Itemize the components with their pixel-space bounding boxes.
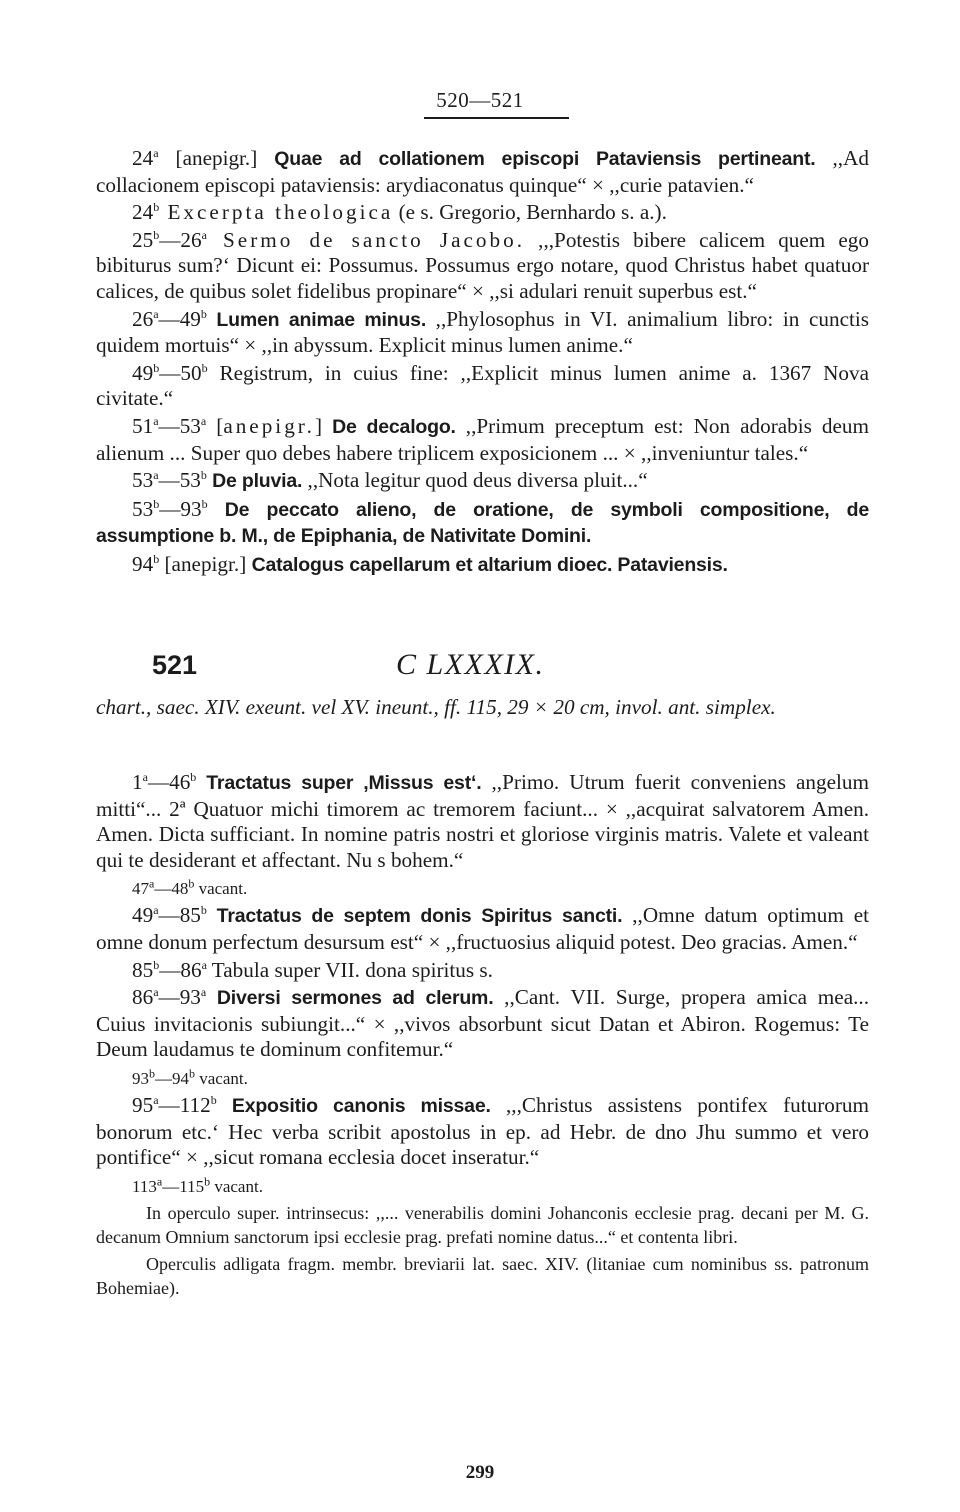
entry (96, 903, 869, 955)
folio-end: —46 (147, 770, 191, 794)
folio-ref (132, 1174, 211, 1196)
folio-start: 24 (132, 200, 154, 225)
folio-end: —49 (158, 306, 201, 331)
entry-title: Expositio canonis missae. (216, 1094, 491, 1117)
folio-side: b (153, 551, 160, 566)
folio-start: 94 (132, 551, 154, 576)
folio-start: 26 (132, 306, 154, 331)
folio-start: 53 (132, 496, 154, 521)
entry-text: ,,Phylosophus in VI. animalium libro: in cunctis quidem mortuis“ × ,,in abyssum. Explicit minus lumen anime.“ (96, 306, 869, 358)
folio-end: —85 (158, 903, 201, 928)
folio-start: 95 (132, 1092, 154, 1117)
entry-title: Lumen animae minus. (206, 308, 427, 331)
folio-side: a (153, 306, 159, 321)
folio-ref (132, 770, 196, 794)
entry (96, 200, 869, 226)
folio-ref (132, 903, 207, 927)
folio-ref (132, 200, 159, 224)
folio-ref (132, 228, 207, 252)
running-head: 520—521 (436, 88, 524, 112)
codex-signature: C LXXXIX. (396, 648, 545, 681)
folio-side: b (153, 227, 160, 242)
entry-title: Catalogus capellarum et altarium dioec. Pataviensis. (251, 553, 728, 576)
folio-side: b (189, 1066, 195, 1081)
folio-start: 1 (132, 770, 143, 794)
folio-start: 25 (132, 227, 154, 252)
entry-text: ,,Omne datum optimum et omne donum perfectum desursum est“ × ,,fructuosius aliquid potest. Deo gracias. Amen.“ (96, 903, 869, 954)
folio-ref (132, 958, 207, 982)
folio-end: —48 (154, 879, 189, 899)
folio-side: a (156, 1174, 163, 1189)
head-rule (424, 117, 569, 119)
entry-text: ,,Ad collacionem episcopi pataviensis: arydiaconatus quinque“ × ,,curie patavien.“ (96, 146, 869, 197)
entry-text: Tabula super VII. dona spiritus s. (206, 957, 493, 982)
folio-side: b (188, 876, 195, 891)
folio-start: 93 (132, 1068, 149, 1088)
folio-side: b (200, 306, 207, 321)
folio-side: a (153, 413, 159, 428)
folio-side: b (153, 496, 160, 511)
folio-side: b (201, 360, 208, 375)
bracket-note: [ (206, 413, 224, 438)
folio-ref (132, 468, 207, 492)
folio-ref (132, 307, 207, 331)
folio-ref (132, 552, 159, 576)
folio-side: a (153, 903, 159, 918)
folio-start: 49 (132, 360, 154, 385)
folio-ref (132, 876, 195, 899)
entry-text: vacant. (194, 879, 248, 899)
entry (96, 228, 869, 305)
folio-start: 113 (132, 1176, 157, 1196)
entry (96, 552, 869, 579)
entry (96, 307, 869, 359)
bracket-note: [anepigr.] (159, 551, 252, 576)
entry-text: ,,Primo. Utrum fuerit conveniens angelum mitti“... 2ª Quatuor michi timorem ac tremorem faciunt... × ,,acquirat salvatorem Amen. Amen. Dicta sufficiant. In nomine patris nostri et gloriose virginis matris. Valete et valeant qui te desiderant et affectant. Nu s bohem.“ (96, 770, 869, 872)
folio-side: a (153, 985, 159, 1000)
codex-description: chart., saec. XIV. exeunt. vel XV. ineunt., ff. 115, 29 × 20 cm, invol. ant. simplex. (96, 695, 776, 719)
entry-text: ,,Cant. VII. Surge, propera amica mea... Cuius invitacionis subiungit...“ × ,,vivos absorbunt sicut Datan et Abiron. Rogemus: Te Deum laudamus te dominum confitemur.“ (96, 985, 869, 1062)
entry-title: Tractatus de septem donis Spiritus sancti. (206, 905, 623, 928)
spaced-title: Excerpta theologica (159, 200, 394, 225)
folio-ref (132, 1093, 217, 1117)
entry (96, 1067, 869, 1091)
folio-start: 47 (132, 879, 149, 899)
folio-side: b (200, 468, 207, 483)
folio-side: b (153, 360, 160, 375)
note-cover: In operculo super. intrinsecus: ,,... venerabilis domini Johanconis ecclesie prag. decani per M. G. decanum Omnium sanctorum ipsi ecclesie prag. prefati nomine datus...“ et contenta libri. (96, 1202, 869, 1248)
entry-title: Tractatus super ,Missus est‘. (196, 772, 482, 794)
entry-title: Quae ad collationem episcopi Pataviensis pertineant. (274, 148, 816, 170)
spaced-title: Sermo de sancto Jacobo. (206, 227, 526, 252)
folio-start: 24 (132, 146, 154, 170)
folio-ref (132, 985, 206, 1009)
entry (96, 877, 869, 901)
folio-side: a (153, 145, 159, 160)
entry-title: De decalogo. (332, 415, 456, 438)
entry (96, 414, 869, 466)
entry (96, 985, 869, 1063)
folio-side: a (149, 876, 155, 891)
folio-start: 53 (132, 468, 154, 493)
entry-title: De peccato alieno, de oratione, de symboli compositione, de assumptione b. M., de Epiphania, de Nativitate Domini. (96, 498, 869, 548)
folio-end: —115 (162, 1176, 205, 1196)
folio-ref (132, 1066, 195, 1088)
folio-ref (132, 497, 208, 521)
entry-text: (e s. Gregorio, Bernhardo s. a.). (393, 200, 667, 225)
bracket-note: [anepigr.] (158, 146, 275, 170)
entry-text: ,,Primum preceptum est: Non adorabis deum alienum ... Super quo debes habere triplicem exposicionem ... × ,,inveniuntur tales.“ (96, 413, 869, 465)
entry-text: vacant. (210, 1176, 263, 1196)
folio-ref (132, 361, 208, 385)
folio-start: 85 (132, 957, 154, 982)
folio-end: —94 (155, 1068, 189, 1088)
folio-side: a (200, 413, 207, 428)
folio-side: b (153, 200, 160, 215)
folio-side: b (190, 769, 197, 784)
folio-side: b (204, 1174, 211, 1189)
folio-side: a (201, 957, 207, 972)
entry-title: Diversi sermones ad clerum. (206, 987, 494, 1010)
folio-side: b (153, 957, 160, 972)
entry (96, 770, 869, 873)
entry (96, 468, 869, 495)
folio-side: b (200, 903, 207, 918)
codex-heading (96, 650, 869, 690)
folio-end: —86 (159, 957, 202, 982)
folio-ref (132, 146, 159, 170)
folio-end: —93 (159, 496, 202, 521)
entries-list (96, 770, 869, 1199)
codex-number: 521 (152, 650, 198, 680)
folio-side: a (142, 769, 148, 784)
folio-side: a (153, 1092, 159, 1107)
folio-end: —112 (158, 1092, 211, 1117)
folio-side: a (201, 227, 207, 242)
folio-side: b (210, 1092, 217, 1107)
folio-end: —53 (158, 413, 201, 438)
note-fragment: Operculis adligata fragm. membr. breviarii lat. saec. XIV. (litaniae cum nominibus ss. patronum Bohemiae). (96, 1253, 869, 1299)
entry (96, 146, 869, 198)
folio-end: —53 (158, 468, 201, 493)
entry (96, 958, 869, 984)
bracket-close: ] (314, 413, 333, 438)
folio-start: 51 (132, 413, 154, 438)
entry-title: De pluvia. (206, 470, 303, 493)
entry-text: ,,Nota legitur quod deus diversa pluit...“ (302, 468, 648, 493)
folio-end: —26 (159, 227, 202, 252)
entry (96, 1175, 869, 1199)
entry (96, 497, 869, 550)
entry-text: ,,,Potestis bibere calicem quem ego bibiturus sum?‘ Dicunt ei: Possumus. Possumus ergo notare, quod Christus habet quatuor calices, de quibus solet fidelibus propinare“ × ,,si adulari renuit superbus est.“ (96, 227, 869, 303)
folio-start: 86 (132, 985, 154, 1010)
folio-side: b (201, 496, 208, 511)
folio-end: —50 (159, 360, 202, 385)
entry-text: Registrum, in cuius fine: ,,Explicit minus lumen anime a. 1367 Nova civitate.“ (96, 360, 869, 411)
folio-ref (132, 414, 206, 438)
entry-text: vacant. (195, 1068, 248, 1088)
entry (96, 361, 869, 412)
entries-codex-521 (96, 770, 869, 1301)
entry (96, 1093, 869, 1171)
folio-end: —93 (158, 985, 201, 1010)
folio-side: b (149, 1066, 155, 1081)
entry-text: ,,,Christus assistens pontifex futurorum bonorum etc.‘ Hec verba scribit apostolus in ep. ad Hebr. de dno Jhu summo et vero pontifice“ × ,,sicut romana ecclesia docet inseratur.“ (96, 1092, 870, 1170)
entries-codex-520 (96, 146, 869, 581)
folio-start: 49 (132, 903, 154, 928)
page-number: 299 (465, 1462, 495, 1483)
spaced-title: anepigr. (223, 413, 315, 438)
folio-side: a (200, 985, 207, 1000)
folio-side: a (153, 468, 159, 483)
